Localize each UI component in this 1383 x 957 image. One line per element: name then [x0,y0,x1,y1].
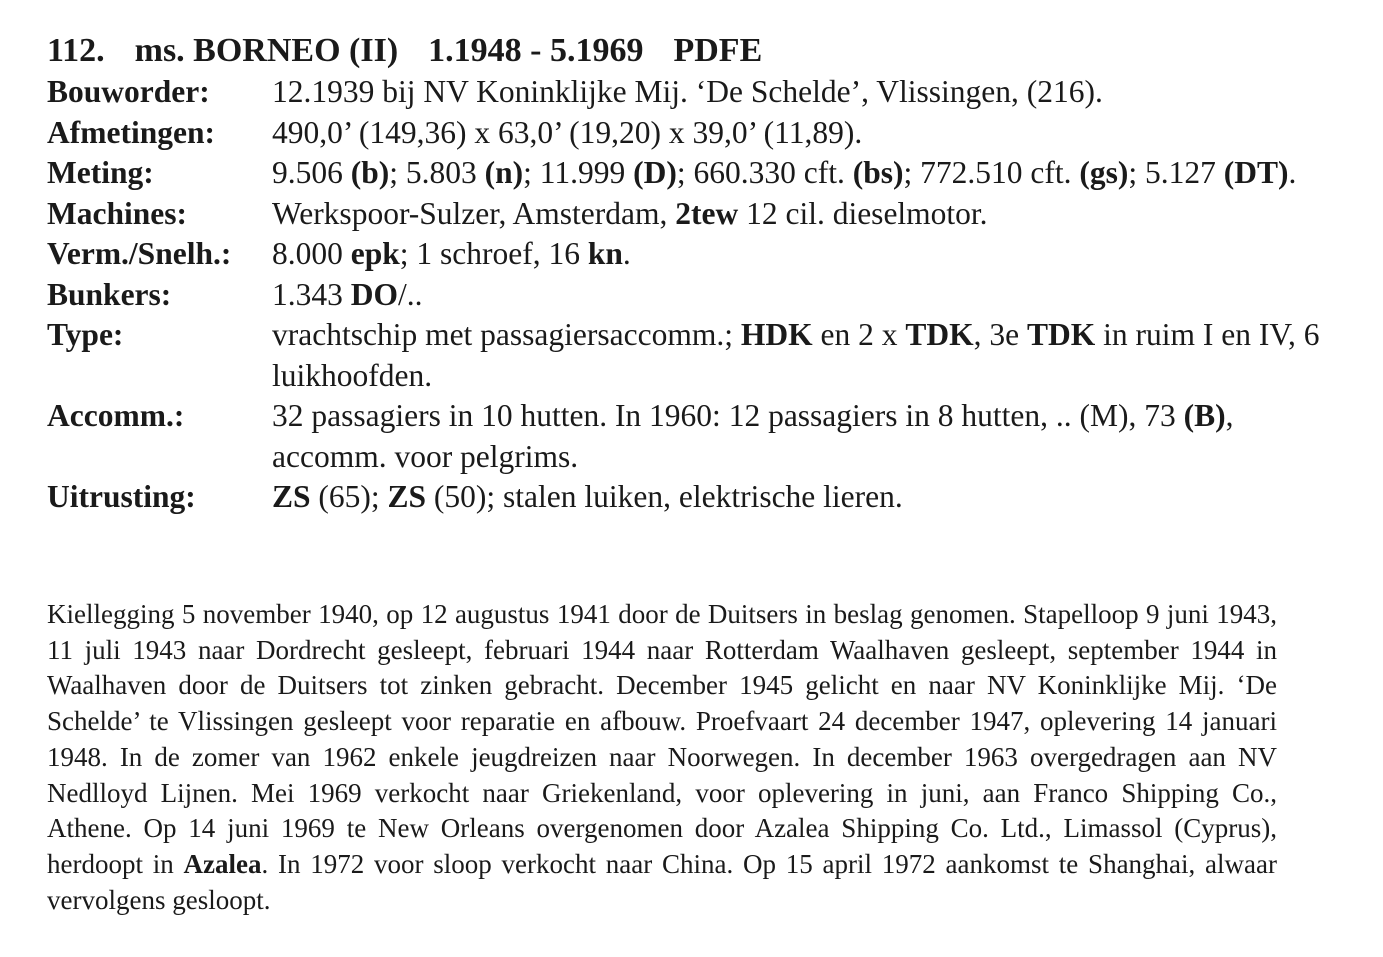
spec-value-part: /.. [398,276,423,312]
spec-value-part: (65); [310,479,388,514]
spec-value [272,194,1347,235]
history-text-end: . In 1972 voor sloop verkocht naar China. Op 15 april 1972 aankomst te Shanghai, alwaar vervolgens gesloopt. [47,848,1277,915]
spec-value-part: en 2 x [812,317,906,352]
spec-value-part: HDK [740,317,813,352]
history-paragraph [47,597,1277,918]
spec-value [272,275,1347,316]
spec-value-part: (B) [1183,398,1226,433]
spec-row [47,234,1347,275]
spec-value-part: (D) [633,155,677,190]
spec-value [272,234,1347,275]
spec-value-part: kn [587,236,623,271]
specification-table [47,72,1347,518]
spec-value [272,396,1347,477]
spec-value-part: in ruim I en IV, 6 luikhoofden. [272,317,1320,393]
spec-value-part: epk [350,236,400,271]
spec-label: Uitrusting: [47,479,196,514]
spec-value-part: ZS [387,479,427,514]
spec-label: Type: [47,317,124,352]
spec-value-part: 12 cil. dieselmotor. [738,195,988,231]
spec-value [272,113,1347,154]
spec-row [47,477,1347,518]
spec-value-part: (50); stalen luiken, elektrische lieren. [426,479,903,514]
spec-value-part: vrachtschip met passagiersaccomm.; [272,317,741,352]
call-sign: PDFE [673,32,763,69]
spec-label: Bouworder: [47,74,210,109]
spec-value [272,315,1347,396]
history-text: Kiellegging 5 november 1940, op 12 augustus 1941 door de Duitsers in beslag genomen. Stapelloop 9 juni 1943, 11 juli 1943 naar Dordrecht gesleept, februari 1944 naar Rotterdam Waalhaven gesleept, september 1944 in Waalhaven door de Duitsers tot zinken gebracht. December 1945 gelicht en naar NV Koninklijke Mij. ‘De Schelde’ te Vlissingen gesleept voor reparatie en afbouw. Proefvaart 24 december 1947, oplevering 14 januari 1948. In de zomer van 1962 enkele jeugdreizen naar Noorwegen. In december 1963 overgedragen aan NV Nedlloyd Lijnen. Mei 1969 verkocht naar Griekenland, voor oplevering in juni, aan Franco Shipping Co., Athene. Op 14 juni 1969 te New Orleans overgenomen door Azalea Shipping Co. Ltd., Limassol (Cyprus), herdoopt in [47,599,1277,879]
spec-value-part: 2tew [675,195,739,231]
spec-label: Verm./Snelh.: [47,236,232,271]
spec-value-part: 1.343 [272,276,351,312]
spec-value-part: ; 772.510 cft. [903,155,1080,190]
spec-row [47,194,1347,235]
spec-value-part: (DT) [1223,155,1289,190]
spec-value-part: TDK [905,317,974,352]
service-period: 1.1948 - 5.1969 [428,32,644,69]
spec-value-part: ZS [272,479,311,514]
spec-value-part: 12.1939 bij NV Koninklijke Mij. ‘De Schelde’, Vlissingen, (216). [272,74,1103,109]
spec-value-part: ; 5.127 [1128,155,1224,190]
spec-value-part: Werkspoor-Sulzer, Amsterdam, [272,195,676,231]
spec-value-part: , 3e [973,317,1027,352]
spec-value-part: (b) [350,155,390,190]
spec-label: Bunkers: [47,276,172,312]
spec-value-part: ; 660.330 cft. [676,155,853,190]
spec-value-part: , accomm. voor pelgrims. [272,398,1234,474]
spec-value-part: 32 passagiers in 10 hutten. In 1960: 12 passagiers in 8 hutten, .. (M), 73 [272,398,1184,433]
spec-value-part: DO [350,276,398,312]
spec-value-part: . [622,236,631,271]
spec-row [47,396,1347,477]
spec-value-part: 490,0’ (149,36) x 63,0’ (19,20) x 39,0’ (11,89). [272,114,863,150]
spec-value-part: ; 11.999 [523,155,634,190]
spec-value [272,477,1347,518]
spec-value [272,153,1347,194]
entry-number: 112. [47,32,105,69]
spec-value-part: . [1288,155,1297,190]
new-ship-name: Azalea [183,848,262,879]
spec-value-part: TDK [1026,317,1096,352]
spec-label: Afmetingen: [47,114,215,150]
spec-value [272,72,1347,113]
spec-value-part: 9.506 [272,155,351,190]
ship-name: ms. BORNEO (II) [134,32,399,69]
spec-label: Machines: [47,195,187,231]
spec-row [47,153,1347,194]
spec-value-part: 8.000 [272,236,351,271]
spec-row [47,113,1347,154]
spec-value-part: (gs) [1079,155,1129,190]
spec-value-part: ; 5.803 [389,155,485,190]
spec-label: Accomm.: [47,398,185,433]
spec-label: Meting: [47,155,154,190]
spec-value-part: ; 1 schroef, 16 [399,236,588,271]
ship-heading [47,28,792,74]
spec-row [47,72,1347,113]
spec-value-part: (n) [484,155,524,190]
spec-row [47,315,1347,396]
spec-value-part: (bs) [852,155,904,190]
spec-row [47,275,1347,316]
